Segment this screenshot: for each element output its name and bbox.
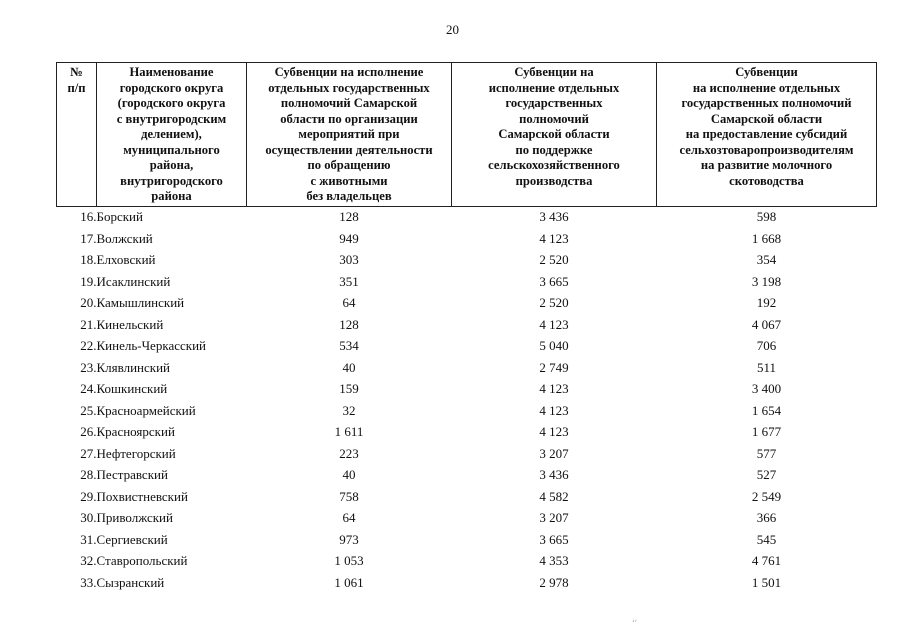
row-number: 27. xyxy=(80,445,97,461)
animals-subvention-value: 32 xyxy=(342,402,356,418)
animals-subvention-value: 351 xyxy=(339,273,359,289)
row-number: 26. xyxy=(80,424,97,440)
district-name: Сызранский xyxy=(96,574,165,590)
table-row xyxy=(57,551,877,573)
animals-subvention-value: 973 xyxy=(339,531,359,547)
district-name: Кинель-Черкасский xyxy=(96,338,206,354)
agriculture-subvention-value: 3 207 xyxy=(539,510,569,526)
district-name: Нефтегорский xyxy=(96,445,176,461)
header-agriculture-subvention: Субвенции на исполнение отдельных государственных полномочий Самарской области по поддержке сельскохозяйственного производства xyxy=(452,63,657,207)
agriculture-subvention-value: 2 520 xyxy=(539,295,569,311)
table-row xyxy=(57,293,877,315)
header-animals-subvention: Субвенции на исполнение отдельных государственных полномочий Самарской области по организации мероприятий при осуществлении деятельности по обращению с животными без владельцев xyxy=(247,63,452,207)
animals-subvention-value: 64 xyxy=(342,295,356,311)
table-body xyxy=(57,206,877,594)
district-name: Клявлинский xyxy=(96,359,171,375)
header-row xyxy=(57,63,877,207)
row-number: 17. xyxy=(80,230,97,246)
district-name: Красноярский xyxy=(96,424,175,440)
table-row xyxy=(57,529,877,551)
dairy-subvention-value: 1 668 xyxy=(751,230,782,246)
agriculture-subvention-value: 2 978 xyxy=(539,574,569,590)
dairy-subvention-value: 1 677 xyxy=(751,424,782,440)
row-number: 19. xyxy=(80,273,97,289)
row-number: 28. xyxy=(80,467,97,483)
animals-subvention-value: 64 xyxy=(342,510,356,526)
district-name: Похвистневский xyxy=(96,488,188,504)
page-number: 20 xyxy=(446,22,459,37)
header-number: № п/п xyxy=(57,63,97,207)
animals-subvention-value: 758 xyxy=(339,488,359,504)
row-number: 16. xyxy=(80,209,97,225)
table-row xyxy=(57,357,877,379)
scan-artifact: ʻʹ xyxy=(632,618,637,628)
dairy-subvention-value: 2 549 xyxy=(751,488,782,504)
district-name: Кошкинский xyxy=(96,381,168,397)
agriculture-subvention-value: 4 582 xyxy=(539,488,569,504)
animals-subvention-value: 128 xyxy=(339,209,359,225)
dairy-subvention-value: 192 xyxy=(756,295,777,311)
dairy-subvention-value: 577 xyxy=(756,445,777,461)
dairy-subvention-value: 354 xyxy=(756,252,777,268)
table-row xyxy=(57,508,877,530)
row-number: 22. xyxy=(80,338,97,354)
agriculture-subvention-value: 5 040 xyxy=(539,338,569,354)
agriculture-subvention-value: 3 436 xyxy=(539,209,569,225)
dairy-subvention-value: 4 067 xyxy=(751,316,782,332)
animals-subvention-value: 1 061 xyxy=(334,574,364,590)
dairy-subvention-value: 3 198 xyxy=(751,273,782,289)
row-number: 18. xyxy=(80,252,97,268)
dairy-subvention-value: 598 xyxy=(756,209,777,225)
agriculture-subvention-value: 4 123 xyxy=(539,424,569,440)
dairy-subvention-value: 3 400 xyxy=(751,381,782,397)
animals-subvention-value: 1 053 xyxy=(334,553,364,569)
row-number: 21. xyxy=(80,316,97,332)
agriculture-subvention-value: 3 436 xyxy=(539,467,569,483)
district-name: Приволжский xyxy=(96,510,173,526)
animals-subvention-value: 534 xyxy=(339,338,359,354)
row-number: 29. xyxy=(80,488,97,504)
dairy-subvention-value: 511 xyxy=(756,359,777,375)
dairy-subvention-value: 1 654 xyxy=(751,402,782,418)
district-name: Борский xyxy=(96,209,143,225)
row-number: 31. xyxy=(80,531,97,547)
agriculture-subvention-value: 4 353 xyxy=(539,553,569,569)
table-row xyxy=(57,314,877,336)
animals-subvention-value: 949 xyxy=(339,230,359,246)
row-number: 25. xyxy=(80,402,97,418)
district-name: Елховский xyxy=(96,252,156,268)
district-name: Исаклинский xyxy=(96,273,171,289)
agriculture-subvention-value: 3 207 xyxy=(539,445,569,461)
row-number: 20. xyxy=(80,295,97,311)
table-header xyxy=(57,63,877,207)
dairy-subvention-value: 366 xyxy=(756,510,777,526)
district-name: Красноармейский xyxy=(96,402,196,418)
animals-subvention-value: 159 xyxy=(339,381,359,397)
animals-subvention-value: 40 xyxy=(342,467,356,483)
agriculture-subvention-value: 4 123 xyxy=(539,316,569,332)
dairy-subvention-value: 527 xyxy=(756,467,777,483)
table-row xyxy=(57,422,877,444)
table-row xyxy=(57,228,877,250)
header-dairy-subvention: Субвенции на исполнение отдельных государственных полномочий Самарской области на предоставление субсидий сельхозтоваропроизводителям на развитие молочного скотоводства xyxy=(657,63,877,207)
agriculture-subvention-value: 4 123 xyxy=(539,381,569,397)
agriculture-subvention-value: 3 665 xyxy=(539,531,569,547)
table-row xyxy=(57,250,877,272)
table-row xyxy=(57,572,877,594)
district-name: Сергиевский xyxy=(96,531,168,547)
table-row xyxy=(57,336,877,358)
agriculture-subvention-value: 2 520 xyxy=(539,252,569,268)
dairy-subvention-value: 545 xyxy=(756,531,777,547)
agriculture-subvention-value: 3 665 xyxy=(539,273,569,289)
row-number: 24. xyxy=(80,381,97,397)
table-row xyxy=(57,465,877,487)
table-row xyxy=(57,206,877,228)
district-name: Пестравский xyxy=(96,467,168,483)
table-row xyxy=(57,400,877,422)
district-name: Волжский xyxy=(96,230,153,246)
dairy-subvention-value: 706 xyxy=(756,338,777,354)
agriculture-subvention-value: 4 123 xyxy=(539,230,569,246)
animals-subvention-value: 303 xyxy=(339,252,359,268)
table-row xyxy=(57,486,877,508)
district-name: Ставропольский xyxy=(96,553,188,569)
agriculture-subvention-value: 2 749 xyxy=(539,359,569,375)
row-number: 32. xyxy=(80,553,97,569)
table-row xyxy=(57,379,877,401)
agriculture-subvention-value: 4 123 xyxy=(539,402,569,418)
dairy-subvention-value: 1 501 xyxy=(751,574,782,590)
animals-subvention-value: 40 xyxy=(342,359,356,375)
animals-subvention-value: 128 xyxy=(339,316,359,332)
dairy-subvention-value: 4 761 xyxy=(751,553,782,569)
row-number: 23. xyxy=(80,359,97,375)
district-name: Кинельский xyxy=(96,316,164,332)
animals-subvention-value: 1 611 xyxy=(334,424,364,440)
animals-subvention-value: 223 xyxy=(339,445,359,461)
row-number: 33. xyxy=(80,574,97,590)
subventions-table xyxy=(56,62,877,594)
district-name: Камышлинский xyxy=(96,295,185,311)
table-row xyxy=(57,271,877,293)
header-name: Наименование городского округа (городского округа с внутригородским делением), муниципального района, внутригородского района xyxy=(97,63,247,207)
table-row xyxy=(57,443,877,465)
row-number: 30. xyxy=(80,510,97,526)
